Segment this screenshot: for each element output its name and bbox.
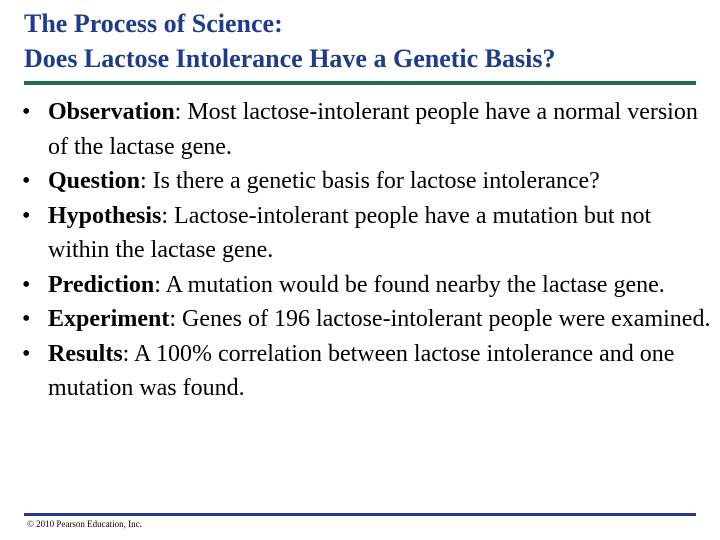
bullet-dot: • [22, 99, 31, 125]
bullet-term: Prediction [48, 271, 155, 298]
bullet-term: Observation [48, 99, 175, 125]
title-line-2: Does Lactose Intolerance Have a Genetic Basis? [24, 44, 556, 73]
bullet-results [22, 337, 712, 406]
bullet-observation [22, 95, 712, 164]
title-divider [24, 81, 696, 85]
bullet-text: : A 100% correlation between lactose intolerance and one mutation was found. [48, 340, 675, 401]
bullet-experiment [22, 302, 712, 337]
bullet-dot: • [22, 271, 31, 298]
footer-divider [24, 513, 696, 516]
bullet-text: : Genes of 196 lactose-intolerant people were examined. [169, 306, 711, 332]
title-line-1: The Process of Science: [24, 9, 283, 38]
copyright-footer: © 2010 Pearson Education, Inc. [27, 519, 142, 529]
bullet-dot: • [22, 306, 31, 332]
bullet-term: Experiment [48, 306, 170, 332]
slide-title [24, 6, 704, 76]
bullet-dot: • [22, 202, 31, 229]
bullet-text: : A mutation would be found nearby the lactase gene. [154, 271, 665, 298]
bullet-question [22, 164, 712, 199]
bullet-text: : Lactose-intolerant people have a mutation but not within the lactase gene. [48, 202, 652, 263]
bullet-term: Question [48, 168, 141, 194]
bullet-term: Hypothesis [48, 202, 162, 229]
bullet-list [22, 95, 712, 406]
bullet-term: Results [48, 340, 123, 367]
bullet-text: : Is there a genetic basis for lactose intolerance? [140, 168, 600, 194]
bullet-hypothesis [22, 199, 712, 268]
bullet-prediction [22, 268, 712, 303]
bullet-dot: • [22, 340, 31, 367]
bullet-dot: • [22, 168, 31, 194]
bullet-text: : Most lactose-intolerant people have a normal version of the lactase gene. [48, 99, 698, 160]
